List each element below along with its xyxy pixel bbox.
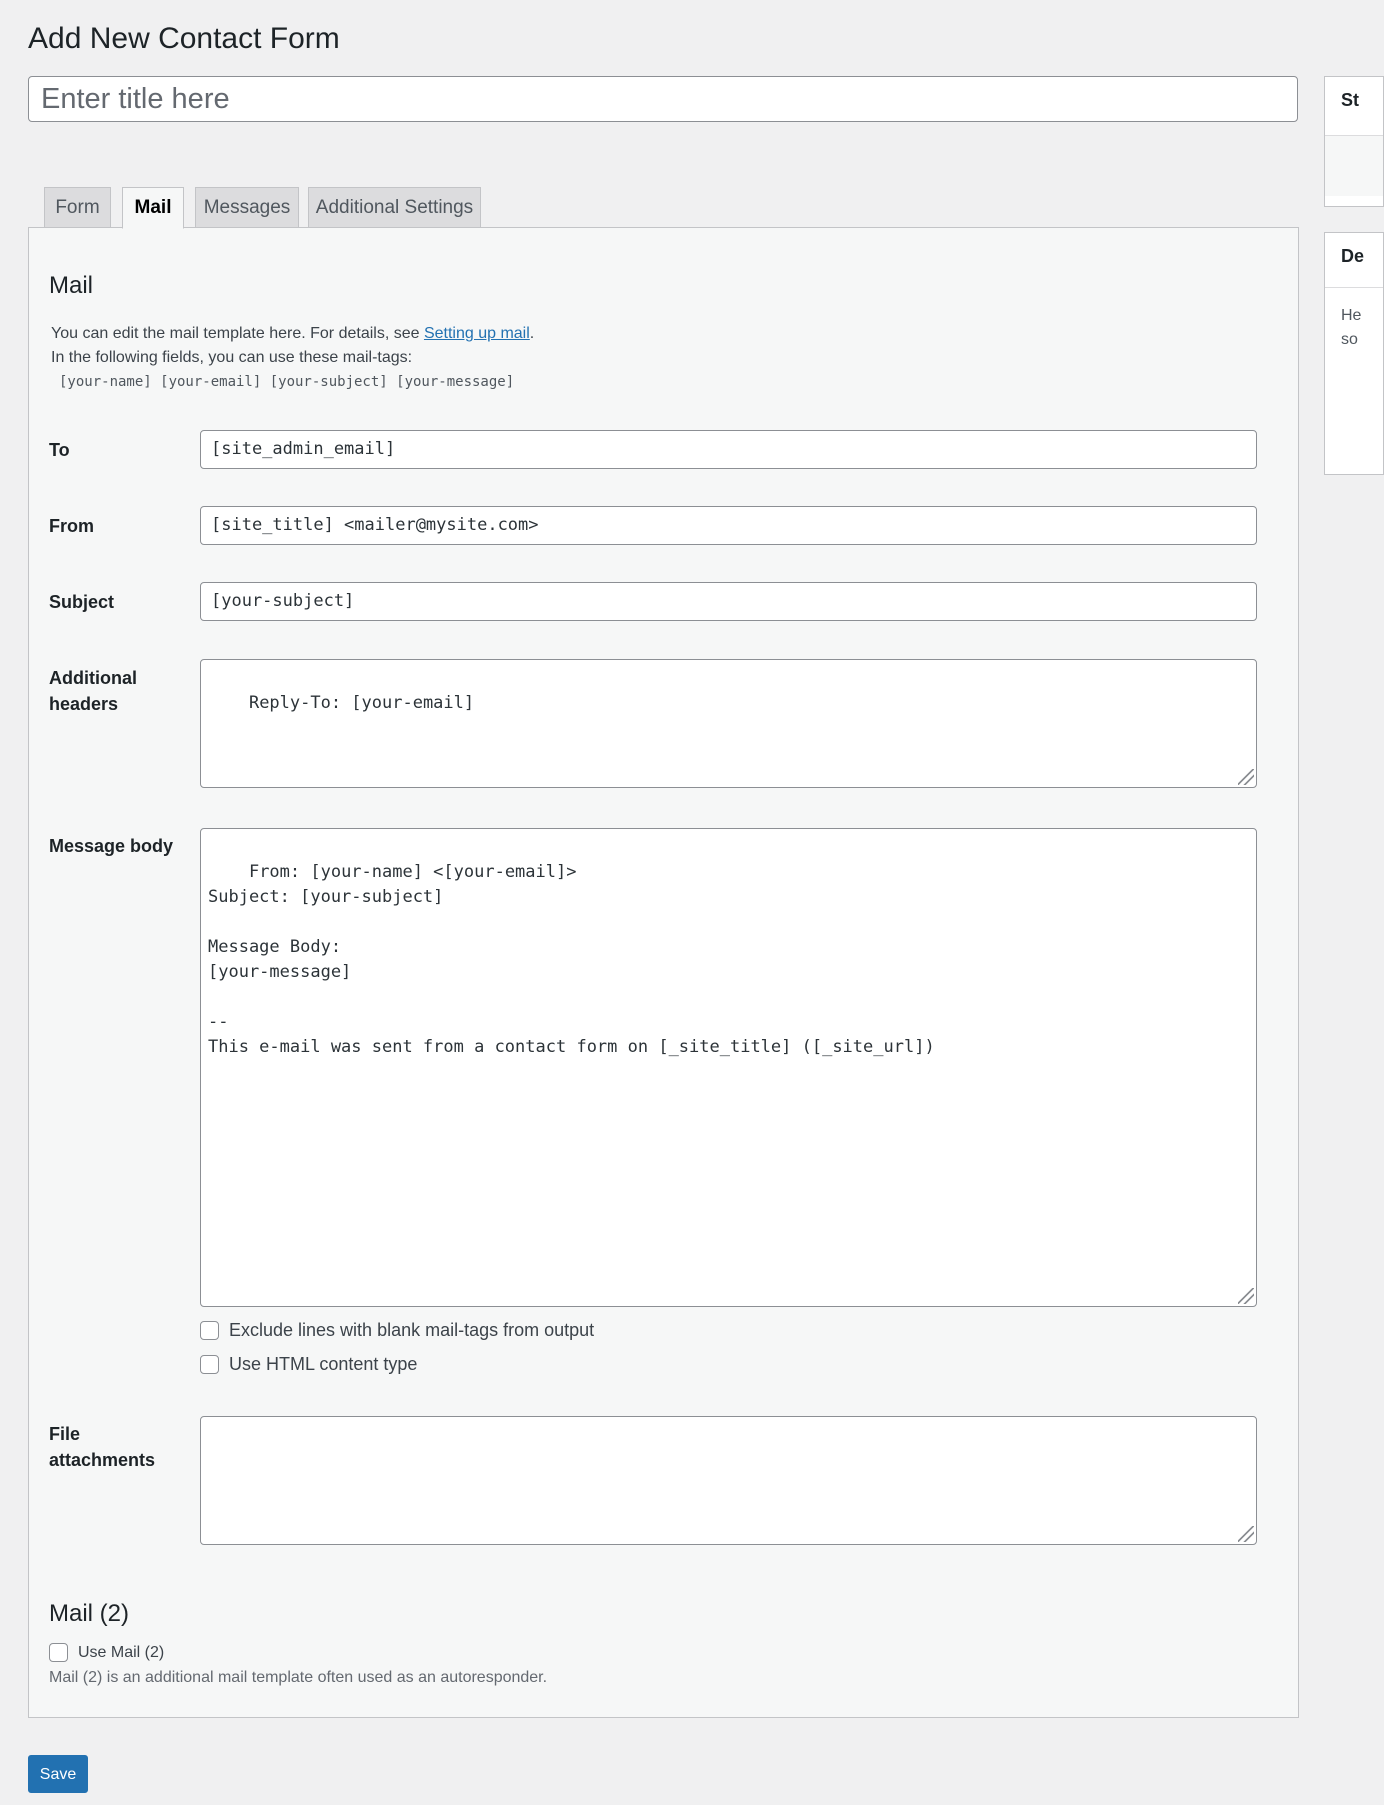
resize-handle-icon[interactable] [1238,1526,1254,1542]
to-input[interactable]: [site_admin_email] [200,430,1257,469]
tab-form[interactable]: Form [44,187,111,228]
mail2-description: Mail (2) is an additional mail template often used as an autoresponder. [49,1669,548,1686]
mail-description [51,322,534,394]
save-button[interactable]: Save [28,1755,88,1793]
tab-messages[interactable]: Messages [195,187,299,228]
donation-box [1324,232,1384,475]
donation-box-header: De [1341,246,1365,266]
use-mail2-label: Use Mail (2) [78,1643,165,1661]
additional-headers-textarea[interactable] [200,659,1257,788]
mail-panel [28,227,1299,1718]
from-label: From [49,516,94,536]
file-attachments-textarea[interactable] [200,1416,1257,1545]
resize-handle-icon[interactable] [1238,769,1254,785]
setting-up-mail-link[interactable]: Setting up mail [423,325,530,342]
subject-input[interactable]: [your-subject] [200,582,1257,621]
file-attachments-label: File attachments [49,1424,156,1470]
use-mail2-checkbox[interactable] [49,1643,68,1662]
html-content-option[interactable] [200,1354,417,1375]
mail-desc-text: You can edit the mail template here. For details, see [51,325,424,342]
donation-text-line1: He [1341,307,1362,324]
status-box-footer [1325,135,1383,196]
donation-text-line2: so [1341,331,1358,348]
mail-heading: Mail [49,272,94,299]
exclude-blank-checkbox[interactable] [200,1321,219,1340]
subject-label: Subject [49,592,115,612]
mail2-heading: Mail (2) [49,1600,130,1627]
mail-tags-intro: In the following fields, you can use these mail-tags: [51,349,413,366]
exclude-blank-label: Exclude lines with blank mail-tags from output [229,1320,595,1340]
mail-desc-suffix: . [529,325,535,342]
additional-headers-label: Additional headers [49,668,137,714]
from-input[interactable]: [site_title] <mailer@mysite.com> [200,506,1257,545]
mail-tags-list: [your-name] [your-email] [your-subject] [your-message] [59,374,515,390]
exclude-blank-option[interactable] [200,1320,594,1341]
html-content-checkbox[interactable] [200,1355,219,1374]
additional-headers-value: Reply-To: [your-email] [248,693,475,713]
tab-mail[interactable]: Mail [122,187,184,229]
message-body-textarea[interactable] [200,828,1257,1307]
tab-additional-settings[interactable]: Additional Settings [308,187,481,228]
status-box-header: St [1341,90,1359,110]
page-title: Add New Contact Form [28,22,340,55]
html-content-label: Use HTML content type [229,1354,418,1374]
to-label: To [49,440,70,460]
message-body-value: From: [your-name] <[your-email]> Subject: [your-subject] Message Body: [your-message] -- This e-mail was sent from a contact form on [_site_title] ([_site_url]) [208,862,935,1057]
message-body-label: Message body [49,836,174,856]
title-input[interactable] [28,76,1298,122]
use-mail2-option[interactable] [49,1643,164,1662]
status-box [1324,76,1384,207]
resize-handle-icon[interactable] [1238,1288,1254,1304]
